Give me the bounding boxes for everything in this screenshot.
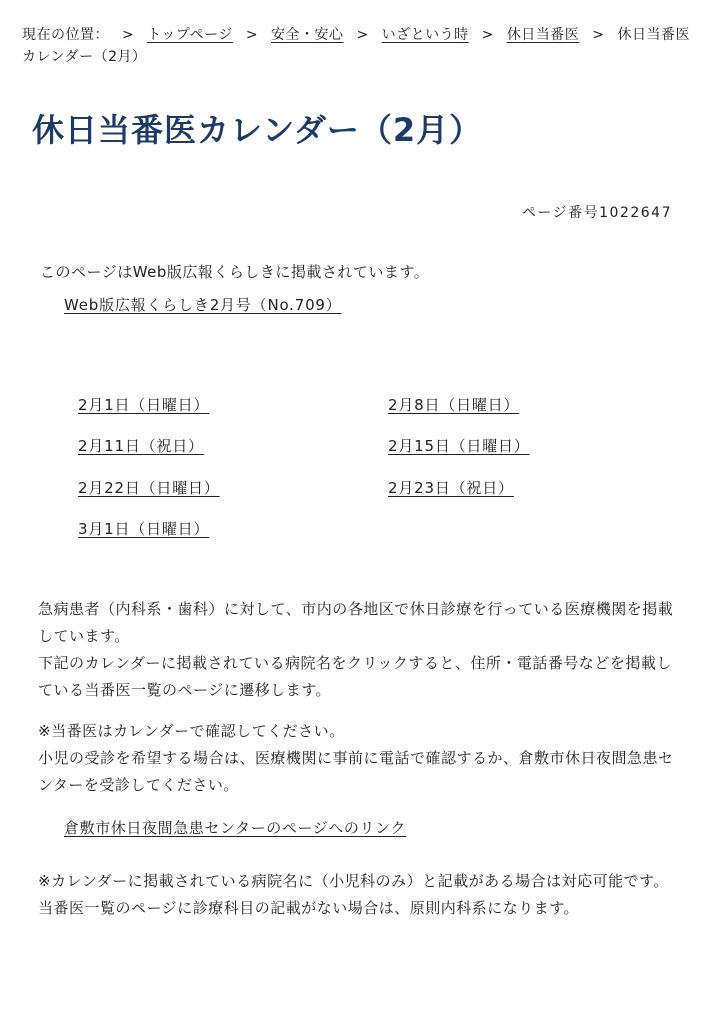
breadcrumb-separator: > <box>592 27 605 43</box>
notice-line: 小児の受診を希望する場合は、医療機関に事前に電話で確認するか、倉敷市休日夜間急患センターを受診してください。 <box>38 749 674 794</box>
notice-paragraph <box>38 718 686 799</box>
date-link-feb-1[interactable]: 2月1日（日曜日） <box>78 396 210 414</box>
date-link-feb-15[interactable]: 2月15日（日曜日） <box>388 437 530 455</box>
date-link-feb-23[interactable]: 2月23日（祝日） <box>388 479 514 497</box>
breadcrumb <box>22 24 702 68</box>
breadcrumb-link-top[interactable]: トップページ <box>147 27 233 43</box>
page-title: 休日当番医カレンダー（2月） <box>32 111 483 149</box>
breadcrumb-current: 休日当番医カレンダー（2月） <box>22 27 690 65</box>
breadcrumb-separator: > <box>121 27 135 43</box>
note-line: 当番医一覧のページに診療科目の記載がない場合は、原則内科系になります。 <box>38 899 580 917</box>
date-link-feb-11[interactable]: 2月11日（祝日） <box>78 437 204 455</box>
breadcrumb-separator: > <box>356 27 369 43</box>
date-link-feb-22[interactable]: 2月22日（日曜日） <box>78 479 220 497</box>
breadcrumb-prefix: 現在の位置： <box>22 27 109 43</box>
date-link-mar-1[interactable]: 3月1日（日曜日） <box>78 520 210 538</box>
breadcrumb-link-safety[interactable]: 安全・安心 <box>271 27 344 43</box>
note-paragraph <box>38 868 686 922</box>
note-line: ※カレンダーに掲載されている病院名に（小児科のみ）と記載がある場合は対応可能です。 <box>38 872 669 890</box>
issue-link[interactable]: Web版広報くらしき2月号（No.709） <box>64 296 342 314</box>
description-line: 下記のカレンダーに掲載されている病院名をクリックすると、住所・電話番号などを掲載している当番医一覧のページに遷移します。 <box>38 654 672 699</box>
breadcrumb-link-emergency[interactable]: いざという時 <box>381 27 469 43</box>
breadcrumb-link-holiday-doctor[interactable]: 休日当番医 <box>506 27 580 43</box>
page-number: ページ番号1022647 <box>521 205 672 221</box>
date-link-feb-8[interactable]: 2月8日（日曜日） <box>388 396 520 414</box>
description-line: 急病患者（内科系・歯科）に対して、市内の各地区で休日診療を行っている医療機関を掲載しています。 <box>38 600 674 645</box>
notice-line: ※当番医はカレンダーで確認してください。 <box>38 722 345 740</box>
description-paragraph <box>38 596 686 704</box>
intro-text: このページはWeb版広報くらしきに掲載されています。 <box>40 263 430 281</box>
emergency-center-link[interactable]: 倉敷市休日夜間急患センターのページへのリンク <box>64 819 407 837</box>
breadcrumb-separator: > <box>481 27 494 43</box>
breadcrumb-separator: > <box>245 27 259 43</box>
